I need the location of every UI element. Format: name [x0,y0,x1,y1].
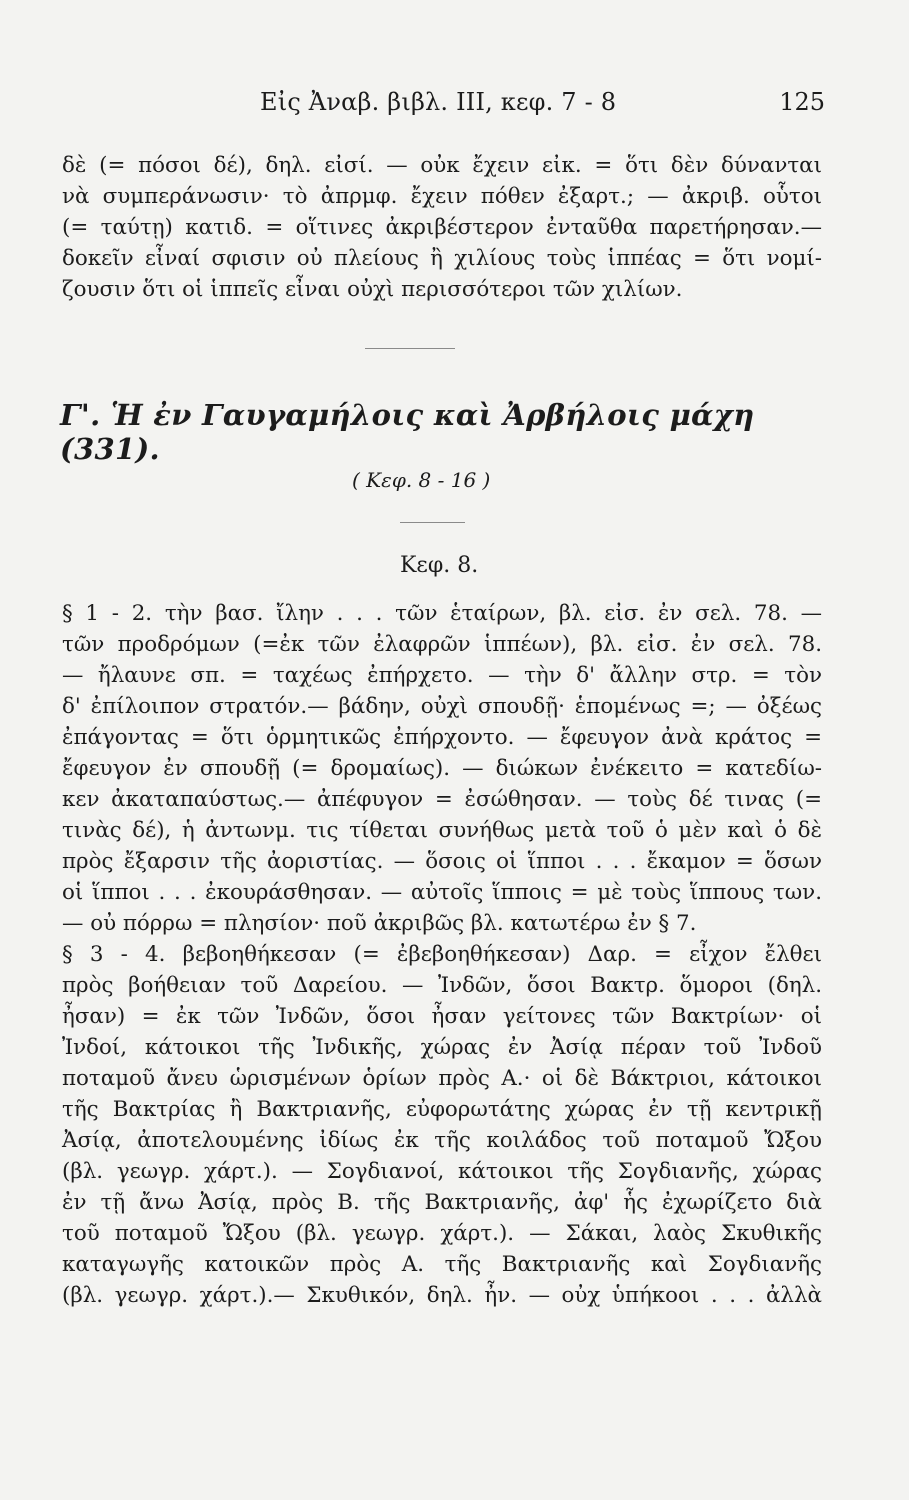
text-line: τοῦ ποταμοῦ Ὤξου (βλ. γεωγρ. χάρτ.). — Σάκαι, λαὸς Σκυθικῆς [62,1221,822,1246]
text-line: κεν ἀκαταπαύστως.— ἀπέφυγον = ἐσώθησαν. — τοὺς δέ τινας (= [62,787,822,812]
divider-rule [400,522,465,523]
running-head-title: Εἰς Ἀναβ. βιβλ. ΙΙΙ, κεφ. 7 - 8 [260,88,617,116]
text-line: ζουσιν ὅτι οἱ ἱππεῖς εἶναι οὐχὶ περισσότεροι τῶν χιλίων. [62,277,683,302]
text-line: (= ταύτῃ) κατιδ. = οἵτινες ἀκριβέστερον ἐνταῦθα παρετήρησαν.— [62,215,822,240]
text-line: δὲ (= πόσοι δέ), δηλ. εἰσί. — οὐκ ἔχειν εἰκ. = ὅτι δὲν δύνανται [62,153,822,178]
text-line: πρὸς ἔξαρσιν τῆς ἀοριστίας. — ὅσοις οἱ ἵπποι . . . ἔκαμον = ὅσων [62,849,822,874]
text-line: Ἀσίᾳ, ἀποτελουμένης ἰδίως ἐκ τῆς κοιλάδος τοῦ ποταμοῦ Ὤξου [62,1128,822,1153]
text-line: ἦσαν) = ἐκ τῶν Ἰνδῶν, ὅσοι ἦσαν γείτονες τῶν Βακτρίων· οἱ [62,1004,822,1029]
section-heading: Γ'. Ἡ ἐν Γαυγαμήλοις καὶ Ἀρβήλοις μάχη (331). [60,398,755,466]
text-line: § 3 - 4. βεβοηθήκεσαν (= ἐβεβοηθήκεσαν) Δαρ. = εἶχον ἔλθει [62,942,822,967]
text-line: § 1 - 2. τὴν βασ. ἴλην . . . τῶν ἑταίρων, βλ. εἰσ. ἐν σελ. 78. — [62,601,822,626]
chapter-label: Κεφ. 8. [400,553,479,578]
page-number: 125 [779,88,825,116]
text-line: νὰ συμπεράνωσιν· τὸ ἀπρμφ. ἔχειν πόθεν ἐξαρτ.; — ἀκριβ. οὗτοι [62,184,822,209]
text-line: τινὰς δέ), ἡ ἀντωνμ. τις τίθεται συνήθως μετὰ τοῦ ὁ μὲν καὶ ὁ δὲ [62,818,822,843]
text-line: καταγωγῆς κατοικῶν πρὸς Α. τῆς Βακτριανῆς καὶ Σογδιανῆς [62,1252,822,1277]
text-line: ποταμοῦ ἄνευ ὡρισμένων ὁρίων πρὸς Α.· οἱ δὲ Βάκτριοι, κάτοικοι [62,1066,822,1091]
text-line: τῶν προδρόμων (=ἐκ τῶν ἐλαφρῶν ἱππέων), βλ. εἰσ. ἐν σελ. 78. [62,632,822,657]
text-line: ἔφευγον ἐν σπουδῇ (= δρομαίως). — διώκων ἐνέκειτο = κατεδίω- [62,756,822,781]
text-line: δοκεῖν εἶναί σφισιν οὐ πλείους ἢ χιλίους τοὺς ἱππέας = ὅτι νομί- [62,246,822,271]
text-line: τῆς Βακτρίας ἢ Βακτριανῆς, εὐφορωτάτης χώρας ἐν τῇ κεντρικῇ [62,1097,822,1122]
text-line: Ἰνδοί, κάτοικοι τῆς Ἰνδικῆς, χώρας ἐν Ἀσίᾳ πέραν τοῦ Ἰνδοῦ [62,1035,822,1060]
text-line: ἐν τῇ ἄνω Ἀσίᾳ, πρὸς Β. τῆς Βακτριανῆς, ἀφ' ἧς ἐχωρίζετο διὰ [62,1190,822,1215]
text-line: ἐπάγοντας = ὅτι ὁρμητικῶς ἐπήρχοντο. — ἔφευγον ἀνὰ κράτος = [62,725,822,750]
text-line: δ' ἐπίλοιπον στρατόν.— βάδην, οὐχὶ σπουδῇ· ἑπομένως =; — ὀξέως [62,694,822,719]
chapter-range: ( Κεφ. 8 - 16 ) [352,468,491,492]
intro-paragraph [62,150,822,305]
text-line: (βλ. γεωγρ. χάρτ.). — Σογδιανοί, κάτοικοι τῆς Σογδιανῆς, χώρας [62,1159,822,1184]
commentary-paragraph [62,598,822,1311]
running-head [80,88,825,120]
text-line: (βλ. γεωγρ. χάρτ.).— Σκυθικόν, δηλ. ἦν. — οὐχ ὑπήκοοι . . . ἀλλὰ [62,1283,822,1308]
text-line: οἱ ἵπποι . . . ἐκουράσθησαν. — αὐτοῖς ἵπποις = μὲ τοὺς ἵππους των. [62,880,822,905]
text-line: — οὐ πόρρω = πλησίον· ποῦ ἀκριβῶς βλ. κατωτέρω ἐν § 7. [62,911,697,936]
divider-rule [365,348,455,349]
text-line: — ἤλαυνε σπ. = ταχέως ἐπήρχετο. — τὴν δ' ἄλλην στρ. = τὸν [62,663,822,688]
text-line: πρὸς βοήθειαν τοῦ Δαρείου. — Ἰνδῶν, ὅσοι Βακτρ. ὅμοροι (δηλ. [62,973,822,998]
